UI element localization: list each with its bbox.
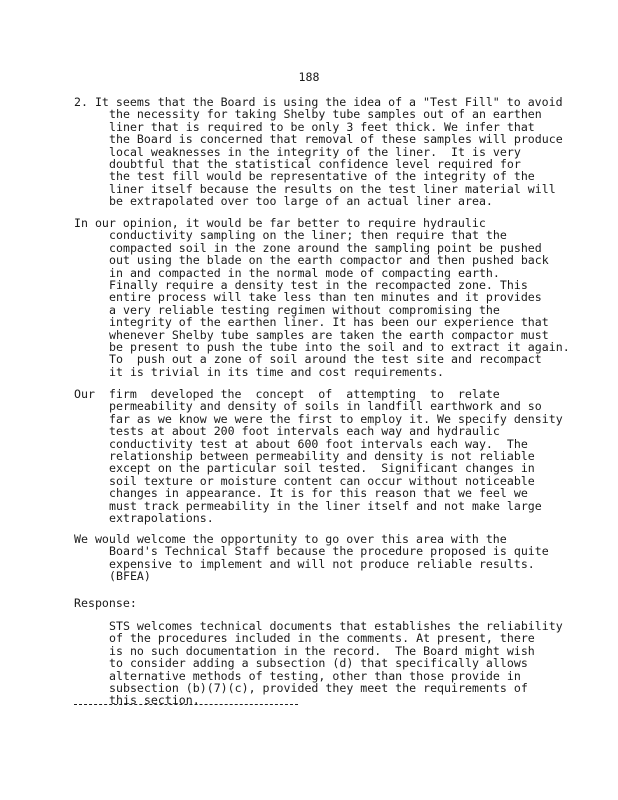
paragraph-our-firm bbox=[74, 388, 574, 524]
text-line: permeability and density of soils in landfill earthwork and so bbox=[109, 399, 542, 414]
text-line: a very reliable testing regimen without compromising the bbox=[109, 302, 500, 317]
page-number: 188 bbox=[298, 70, 320, 84]
text-line: expensive to implement and will not produce reliable results. bbox=[109, 556, 535, 571]
text-line: We would welcome the opportunity to go over this area with the bbox=[74, 532, 507, 546]
text-line: to consider adding a subsection (d) that specifically allows bbox=[109, 656, 528, 671]
text-line: local weaknesses in the integrity of the liner. It is very bbox=[109, 144, 521, 159]
text-line: subsection (b)(7)(c), provided they meet the requirements of bbox=[109, 680, 528, 695]
text-line: In our opinion, it would be far better to require hydraulic bbox=[74, 216, 486, 230]
text-line: changes in appearance. It is for this reason that we feel we bbox=[109, 486, 528, 501]
text-line: STS welcomes technical documents that establishes the reliability bbox=[109, 619, 563, 633]
text-line: the test fill would be representative of the integrity of the bbox=[109, 169, 535, 184]
text-line: of the procedures included in the comments. At present, there bbox=[109, 631, 535, 646]
paragraph-test-fill bbox=[74, 96, 574, 208]
text-line: Response: bbox=[74, 596, 137, 610]
text-line: is no such documentation in the record. The Board might wish bbox=[109, 643, 535, 658]
text-line: be present to push the tube into the soil and to extract it again. bbox=[109, 339, 570, 354]
text-line: whenever Shelby tube samples are taken the earth compactor must bbox=[109, 327, 549, 342]
text-line: soil texture or moisture content can occur without noticeable bbox=[109, 473, 535, 488]
text-line: integrity of the earthen liner. It has been our experience that bbox=[109, 315, 549, 330]
text-line: entire process will take less than ten minutes and it provides bbox=[109, 290, 542, 305]
text-line: except on the particular soil tested. Significant changes in bbox=[109, 461, 535, 476]
separator-rule bbox=[74, 704, 298, 705]
text-line: in and compacted in the normal mode of compacting earth. bbox=[109, 265, 500, 280]
text-line: the necessity for taking Shelby tube samples out of an earthen bbox=[109, 107, 542, 122]
text-line: Board's Technical Staff because the procedure proposed is quite bbox=[109, 544, 549, 559]
paragraph-response bbox=[74, 620, 574, 707]
text-line: doubtful that the statistical confidence level required for bbox=[109, 156, 521, 171]
text-line: 2. It seems that the Board is using the idea of a "Test Fill" to avoid bbox=[74, 95, 563, 109]
text-line: conductivity sampling on the liner; then require that the bbox=[109, 228, 507, 243]
text-line: conductivity test at about 600 foot intervals each way. The bbox=[109, 436, 528, 451]
text-line: it is trivial in its time and cost requirements. bbox=[109, 364, 445, 379]
text-line: must track permeability in the liner itself and not make large bbox=[109, 498, 542, 513]
text-line: Finally require a density test in the recompacted zone. This bbox=[109, 277, 528, 292]
text-line: Our firm developed the concept of attempting to relate bbox=[74, 387, 500, 401]
text-line: alternative methods of testing, other than those provide in bbox=[109, 668, 521, 683]
text-line: out using the blade on the earth compactor and then pushed back bbox=[109, 253, 549, 268]
text-line: To push out a zone of soil around the test site and recompact bbox=[109, 352, 542, 367]
paragraph-opinion bbox=[74, 217, 574, 378]
text-line: (BFEA) bbox=[109, 569, 151, 584]
text-line: liner itself because the results on the test liner material will bbox=[109, 181, 556, 196]
text-line: this section. bbox=[109, 693, 200, 708]
text-line: far as we know we were the first to employ it. We specify density bbox=[109, 411, 563, 426]
text-line: be extrapolated over too large of an actual liner area. bbox=[109, 194, 493, 209]
text-line: extrapolations. bbox=[109, 510, 214, 525]
text-line: tests at about 200 foot intervals each way and hydraulic bbox=[109, 424, 500, 439]
text-line: liner that is required to be only 3 feet thick. We infer that bbox=[109, 119, 535, 134]
response-heading bbox=[74, 597, 574, 609]
paragraph-welcome bbox=[74, 533, 574, 583]
text-line: compacted soil in the zone around the sampling point be pushed bbox=[109, 240, 542, 255]
text-line: the Board is concerned that removal of these samples will produce bbox=[109, 132, 563, 147]
text-line: relationship between permeability and density is not reliable bbox=[109, 448, 535, 463]
